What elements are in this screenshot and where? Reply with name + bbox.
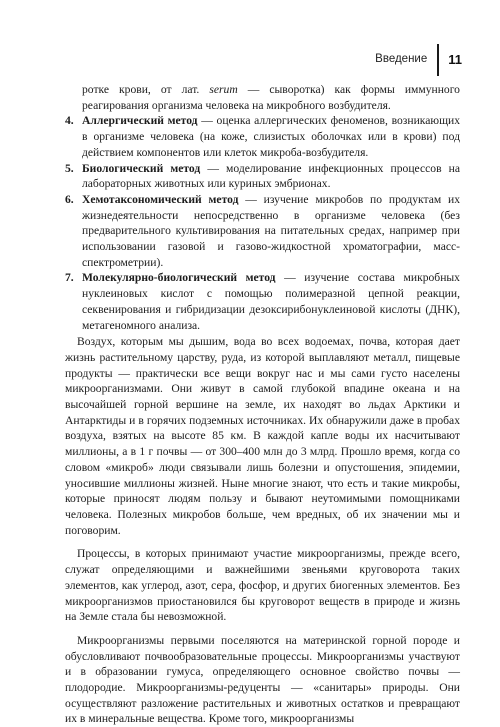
page-header	[375, 44, 462, 76]
page-number: 11	[448, 52, 462, 68]
header-divider	[437, 44, 439, 76]
method-term: Хемотаксономический метод	[82, 192, 239, 206]
running-title: Введение	[375, 53, 428, 66]
body-paragraph: Микроорганизмы первыми поселяются на материнской горной породе и обусловливают почвообразовательные процессы. Микроорганизмы участвуют и в образовании гумуса, определяющего основное свойство почвы — плодородие. Микроорганизмы-редуценты — «санитары» природы. Они осуществляют разложение растительных и животных остатков и превращают их в минеральные вещества. Кроме того, микроорганизмы	[65, 633, 460, 726]
latin-term: serum	[209, 83, 238, 96]
method-term: Аллергический метод	[82, 114, 198, 128]
method-term: Молекулярно-биологический метод	[82, 271, 276, 285]
list-item: 7. Молекулярно-биологический метод — изучение состава микробных нуклеиновых кислот с помощью полимеразной цепной реакции, секвенирования и гибридизации дезоксирибонуклеиновой кислоты (ДНК), метагеномного анализа.	[65, 271, 460, 332]
body-paragraph: Процессы, в которых принимают участие микроорганизмы, прежде всего, служат определяющими и важнейшими звеньями круговорота таких элементов, как углерод, азот, сера, фосфор, и других биогенных элементов. Без микроорганизмов приостановился бы круговорот веществ в природе и жизнь на Земле стала бы невозможной.	[65, 547, 460, 624]
list-item: 6. Хемотаксономический метод — изучение микробов по продуктам их жизнедеятельности непосредственно в организме человека (без предварительного культивирования на питательных средах, например при использовании газовой и газово-жидкостной хроматографии, масс-спектрометрии).	[65, 192, 460, 269]
list-item: 5. Биологический метод — моделирование инфекционных процессов на лабораторных животных или куриных эмбрионах.	[65, 161, 460, 191]
list-item: 4. Аллергический метод — оценка аллергических феноменов, возникающих в организме человека (на коже, слизистых оболочках или в крови) под действием компонентов или клеток микроба-возбудителя.	[65, 114, 460, 159]
methods-list	[65, 113, 460, 333]
method-term: Биологический метод	[82, 161, 201, 175]
page-body	[65, 82, 460, 727]
body-paragraph: Воздух, которым мы дышим, вода во всех водоемах, почва, которая дает жизнь растительному царству, руда, из которой выплавляют металл, пищевые продукты — практически все вещи вокруг нас и мы сами густо населены микроорганизмами. Они живут в самой глубокой впадине океана и на высочайшей горной вершине на земле, их находят во льдах Арктики и Антарктиды и в горячих подземных источниках. Их обнаружили даже в пробах воздуха, взятых на высоте 85 км. В каждой капле воды их насчитывают миллионы, а в 1 г почвы — от 300–400 млн до 3 млрд. Прошло время, когда со словом «микроб» люди связывали лишь болезни и опустошения, эпидемии, уносившие миллионы жизней. Ныне многие знают, что есть и такие микробы, которые приносят людям пользу и бывают неутомимыми помощниками человека. Полезных микробов больше, чем вредных, об их значении мы и поговорим.	[65, 335, 460, 537]
list-item-continuation: ротке крови, от лат. serum — сыворотка) как формы иммунного реагирования организма человека на микробного возбудителя.	[82, 83, 460, 112]
